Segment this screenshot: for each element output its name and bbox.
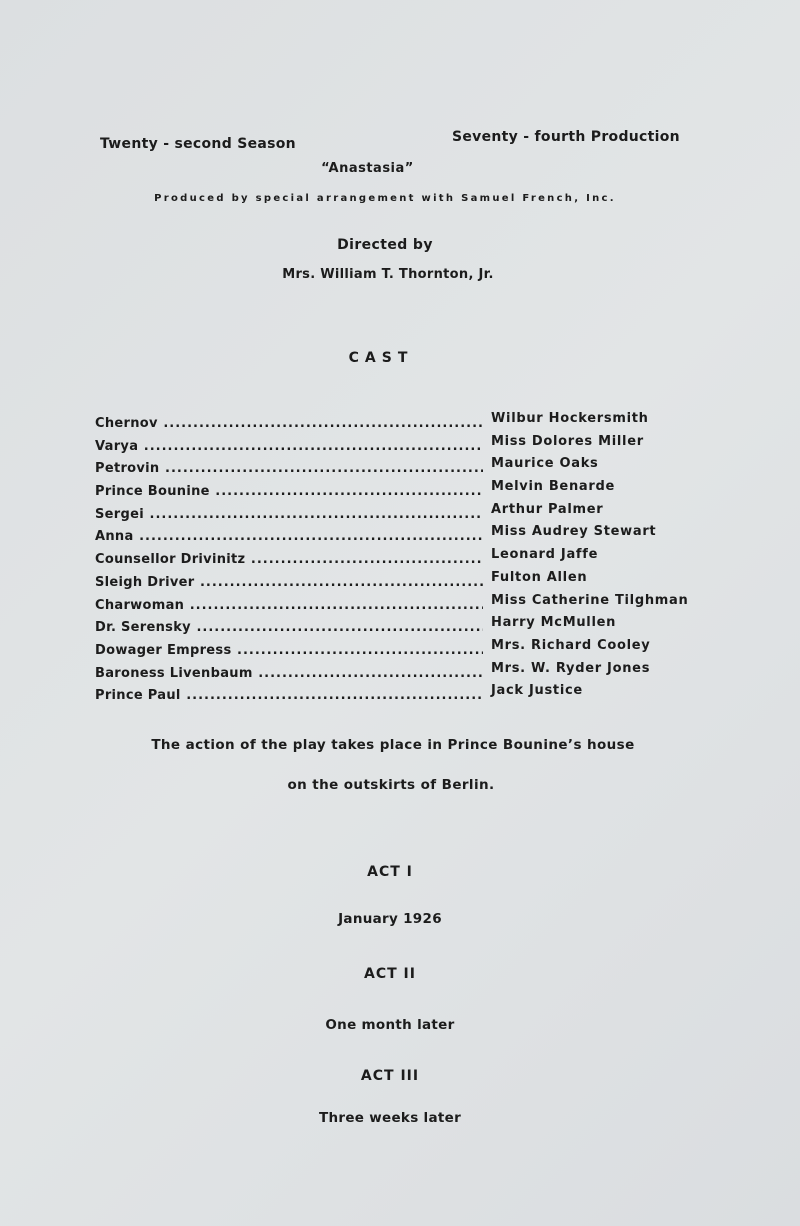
- director-name: Mrs. William T. Thornton, Jr.: [282, 267, 494, 282]
- cast-actor: Miss Audrey Stewart: [491, 524, 657, 540]
- production-label: Seventy - fourth Production: [452, 129, 680, 145]
- cast-row: [95, 479, 715, 502]
- cast-role: Petrovin .....: [95, 461, 483, 476]
- cast-row: [95, 638, 715, 661]
- cast-role: Sergei .....: [95, 507, 483, 522]
- cast-actor: Miss Dolores Miller: [491, 433, 644, 449]
- setting-line-1: The action of the play takes place in Prince Bounine’s house: [151, 737, 635, 753]
- cast-role: Prince Paul .....: [95, 688, 483, 703]
- cast-role: Sleigh Driver .....: [95, 575, 483, 590]
- setting-line-2: on the outskirts of Berlin.: [287, 777, 495, 793]
- season-label: Twenty - second Season: [100, 136, 296, 152]
- cast-actor: Jack Justice: [491, 683, 583, 699]
- cast-role: Prince Bounine .....: [95, 484, 483, 499]
- cast-role: Baroness Livenbaum .....: [95, 666, 483, 681]
- cast-actor: Leonard Jaffe: [491, 547, 599, 563]
- cast-actor: Arthur Palmer: [491, 501, 604, 517]
- cast-role: Anna .....: [95, 529, 483, 544]
- cast-heading: CAST: [348, 350, 414, 366]
- act-2-time: One month later: [325, 1017, 455, 1033]
- directed-by-label: Directed by: [337, 237, 433, 253]
- cast-role: Varya .....: [95, 439, 483, 454]
- cast-list: [95, 411, 715, 706]
- play-title: “Anastasia”: [321, 161, 414, 176]
- cast-actor: Wilbur Hockersmith: [491, 411, 649, 426]
- cast-row: [95, 434, 715, 457]
- cast-row: [95, 456, 715, 479]
- act-3-label: ACT III: [360, 1068, 420, 1084]
- cast-row: [95, 411, 715, 434]
- act-3-time: Three weeks later: [318, 1110, 462, 1126]
- cast-row: [95, 502, 715, 525]
- cast-role: Dr. Serensky .....: [95, 620, 483, 635]
- cast-actor: Melvin Benarde: [491, 479, 616, 495]
- act-1-label: ACT I: [367, 864, 413, 880]
- produced-by-note: Produced by special arrangement with Samuel French, Inc.: [154, 193, 616, 204]
- cast-row: [95, 615, 715, 638]
- cast-actor: Maurice Oaks: [491, 456, 599, 472]
- cast-actor: Harry McMullen: [491, 615, 617, 631]
- cast-actor: Mrs. Richard Cooley: [491, 637, 651, 653]
- cast-row: [95, 547, 715, 570]
- cast-row: [95, 524, 715, 547]
- act-2-label: ACT II: [364, 966, 416, 982]
- cast-row: [95, 570, 715, 593]
- cast-actor: Miss Catherine Tilghman: [491, 592, 689, 608]
- cast-actor: Mrs. W. Ryder Jones: [491, 660, 651, 676]
- cast-actor: Fulton Allen: [491, 569, 588, 585]
- cast-row: [95, 593, 715, 616]
- cast-row: [95, 683, 715, 706]
- cast-role: Dowager Empress .....: [95, 643, 483, 658]
- cast-role: Counsellor Drivinitz .....: [95, 552, 483, 567]
- cast-role: Chernov .....: [95, 416, 483, 431]
- act-1-time: January 1926: [338, 911, 442, 927]
- cast-role: Charwoman .....: [95, 598, 483, 613]
- cast-row: [95, 661, 715, 684]
